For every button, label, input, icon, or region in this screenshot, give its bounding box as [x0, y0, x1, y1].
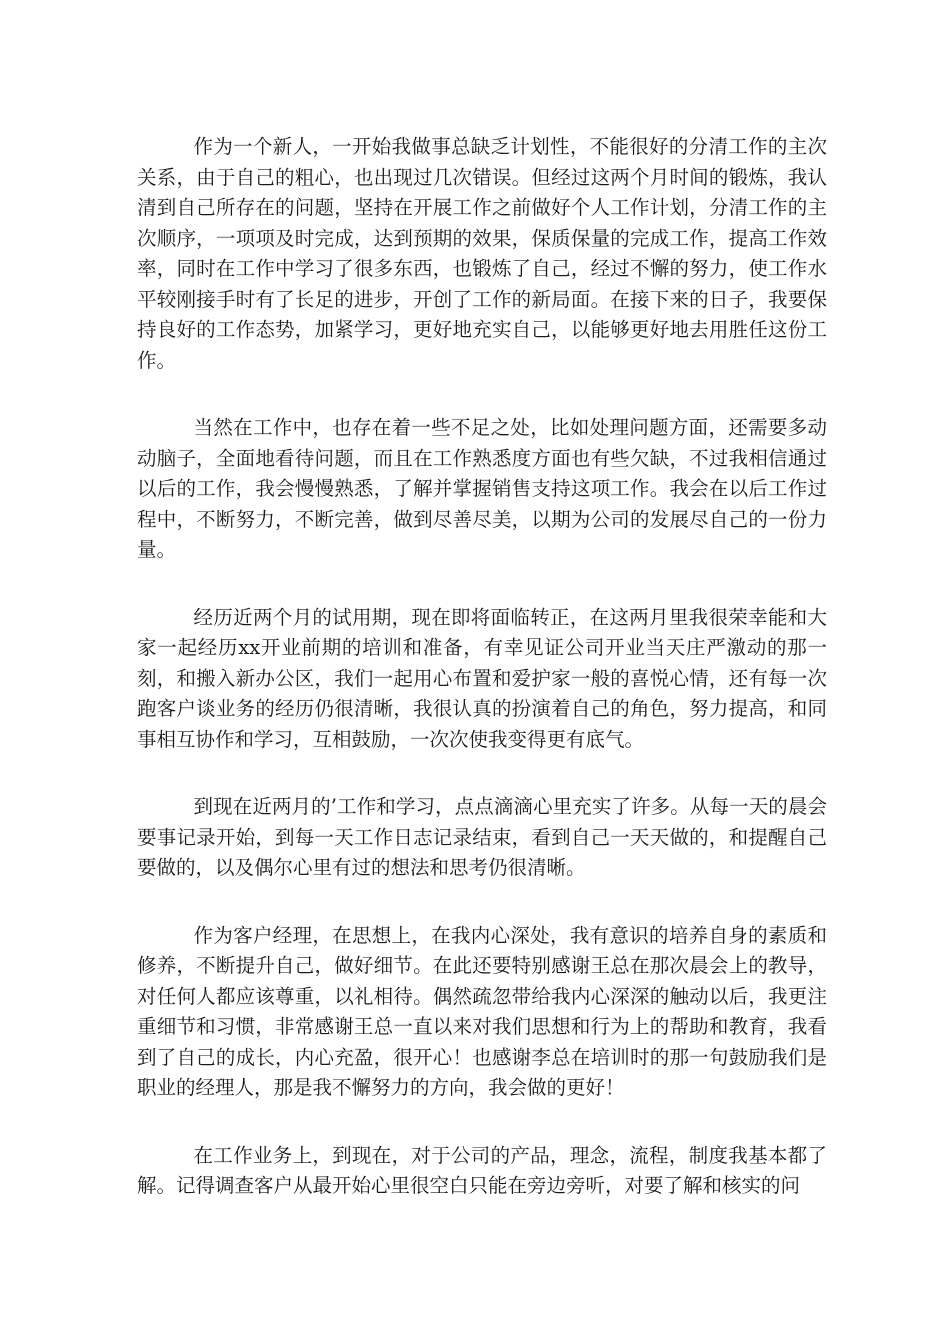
document-body — [137, 132, 827, 1202]
paragraph-1: 作为一个新人，一开始我做事总缺乏计划性，不能很好的分清工作的主次关系，由于自己的粗心，也出现过几次错误。但经过这两个月时间的锻炼，我认清到自己所存在的问题，坚持在开展工作之前做好个人工作计划，分清工作的主次顺序，一项项及时完成，达到预期的效果，保质保量的完成工作，提高工作效率，同时在工作中学习了很多东西，也锻炼了自己，经过不懈的努力，使工作水平较刚接手时有了长足的进步，开创了工作的新局面。在接下来的日子，我要保持良好的工作态势，加紧学习，更好地充实自己，以能够更好地去用胜任这份工作。 — [137, 135, 827, 372]
paragraph-2: 当然在工作中，也存在着一些不足之处，比如处理问题方面，还需要多动动脑子，全面地看待问题，而且在工作熟悉度方面也有些欠缺，不过我相信通过以后的工作，我会慢慢熟悉，了解并掌握销售支持这项工作。我会在以后工作过程中，不断努力，不断完善，做到尽善尽美，以期为公司的发展尽自己的一份力量。 — [137, 416, 827, 561]
paragraph-5: 作为客户经理，在思想上，在我内心深处，我有意识的培养自身的素质和修养，不断提升自己，做好细节。在此还要特别感谢王总在那次晨会上的教导，对任何人都应该尊重，以礼相待。偶然疏忽带给我内心深深的触动以后，我更注重细节和习惯，非常感谢王总一直以来对我们思想和行为上的帮助和教育，我看到了自己的成长，内心充盈，很开心！也感谢李总在培训时的那一句鼓励我们是职业的经理人，那是我不懈努力的方向，我会做的更好！ — [137, 923, 827, 1099]
paragraph-3: 经历近两个月的试用期，现在即将面临转正，在这两月里我很荣幸能和大家一起经历xx开业前期的培训和准备，有幸见证公司开业当天庄严激动的那一刻，和搬入新办公区，我们一起用心布置和爱护家一般的喜悦心情，还有每一次跑客户谈业务的经历仍很清晰，我很认真的扮演着自己的角色，努力提高，和同事相互协作和学习，互相鼓励，一次次使我变得更有底气。 — [137, 605, 827, 751]
paragraph-4: 到现在近两月的’工作和学习，点点滴滴心里充实了许多。从每一天的晨会要事记录开始，到每一天工作日志记录结束，看到自己一天天做的，和提醒自己要做的，以及偶尔心里有过的想法和思考仍很清晰。 — [137, 795, 827, 879]
paragraph-6: 在工作业务上，到现在，对于公司的产品，理念，流程，制度我基本都了解。记得调查客户从最开始心里很空白只能在旁边旁听，对要了解和核实的问 — [137, 1143, 827, 1197]
